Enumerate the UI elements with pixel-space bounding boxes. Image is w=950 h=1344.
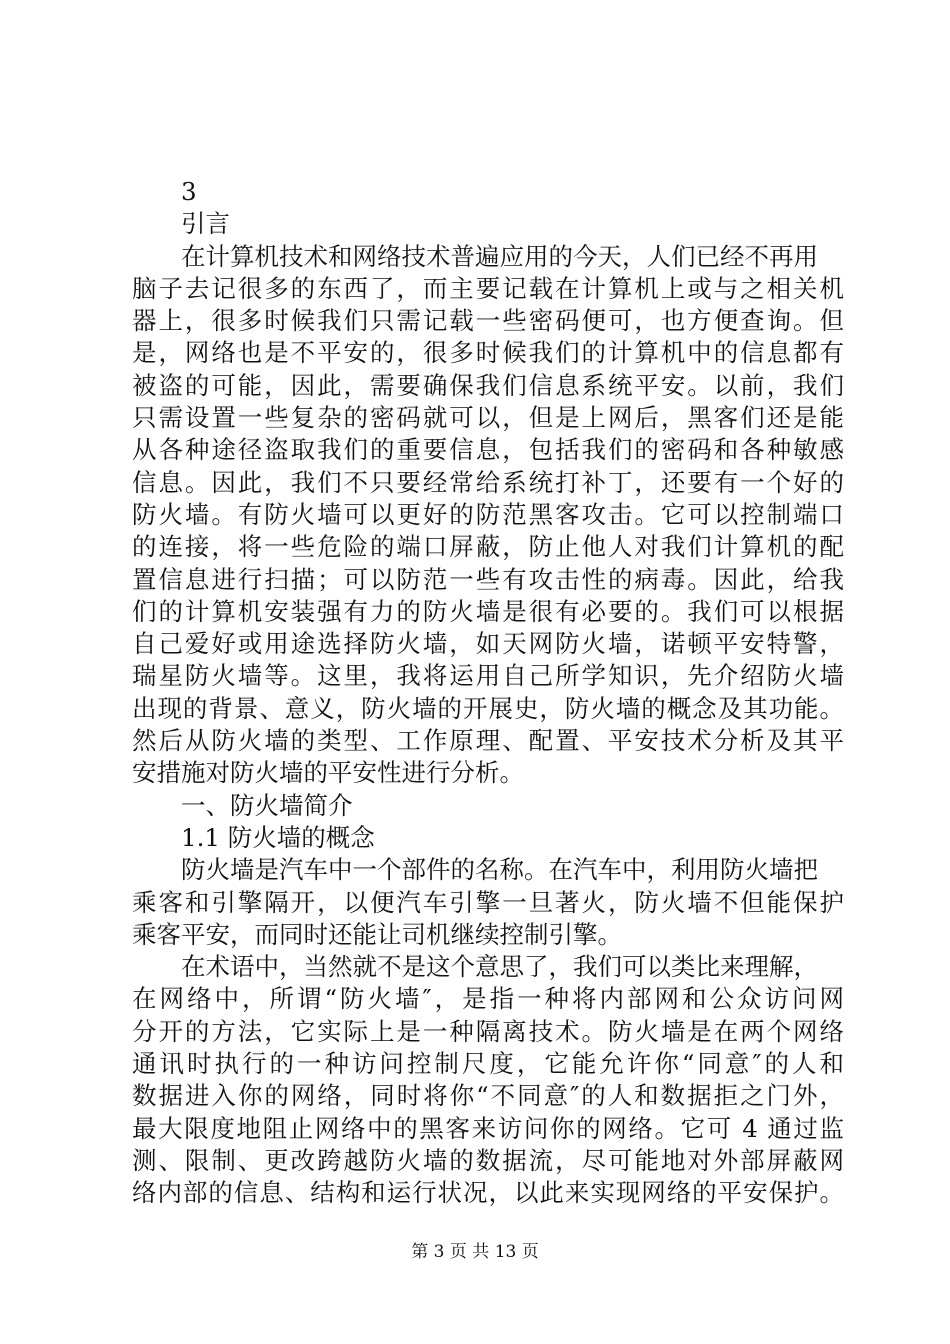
paragraph-line: 器上，很多时候我们只需记载一些密码便可，也方便查询。但 — [132, 306, 844, 336]
page-footer: 第 3 页 共 13 页 — [411, 1242, 539, 1262]
paragraph-line: 最大限度地阻止网络中的黑客来访问你的网络。它可 4 通过监 — [132, 1113, 844, 1143]
paragraph-line: 在网络中，所谓“防火墙″，是指一种将内部网和公众访问网 — [132, 984, 844, 1014]
section-heading: 一、防火墙简介 — [181, 790, 353, 820]
paragraph-line: 数据进入你的网络，同时将你“不同意″的人和数据拒之门外， — [132, 1081, 844, 1111]
paragraph-line: 分开的方法，它实际上是一种隔离技术。防火墙是在两个网络 — [132, 1016, 844, 1046]
paragraph-line: 瑞星防火墙等。这里，我将运用自己所学知识，先介绍防火墙 — [132, 661, 844, 691]
firewall-network-paragraph — [132, 951, 844, 1209]
paragraph-line: 们的计算机安装强有力的防火墙是很有必要的。我们可以根据 — [132, 596, 844, 626]
paragraph-line: 信息。因此，我们不只要经常给系统打补丁，还要有一个好的 — [132, 467, 844, 497]
paragraph-line: 安措施对防火墙的平安性进行分析。 — [132, 758, 524, 788]
paragraph-line: 在术语中，当然就不是这个意思了，我们可以类比来理解， — [181, 952, 818, 982]
paragraph-line: 络内部的信息、结构和运行状况，以此来实现网络的平安保护。 — [132, 1178, 844, 1208]
paragraph-line: 乘客平安，而同时还能让司机继续控制引擎。 — [132, 919, 622, 949]
paragraph-line: 乘客和引擎隔开，以便汽车引擎一旦著火，防火墙不但能保护 — [132, 887, 844, 917]
paragraph-line: 从各种途径盗取我们的重要信息，包括我们的密码和各种敏感 — [132, 435, 844, 465]
paragraph-line: 测、限制、更改跨越防火墙的数据流，尽可能地对外部屏蔽网 — [132, 1145, 844, 1175]
paragraph-line: 在计算机技术和网络技术普遍应用的今天，人们已经不再用 — [181, 241, 818, 271]
paragraph-line: 置信息进行扫描；可以防范一些有攻击性的病毒。因此，给我 — [132, 564, 844, 594]
intro-heading: 引言 — [181, 209, 230, 239]
paragraph-line: 被盗的可能，因此，需要确保我们信息系统平安。以前，我们 — [132, 370, 844, 400]
subsection-heading: 1.1 防火墙的概念 — [181, 822, 375, 852]
page-number-marker: 3 — [181, 177, 197, 206]
paragraph-line: 防火墙。有防火墙可以更好的防范黑客攻击。它可以控制端口 — [132, 499, 844, 529]
intro-paragraph — [132, 241, 844, 790]
paragraph-line: 然后从防火墙的类型、工作原理、配置、平安技术分析及其平 — [132, 726, 844, 756]
paragraph-line: 是，网络也是不平安的，很多时候我们的计算机中的信息都有 — [132, 338, 844, 368]
document-page — [132, 176, 844, 1210]
paragraph-line: 只需设置一些复杂的密码就可以，但是上网后，黑客们还是能 — [132, 403, 844, 433]
paragraph-line: 防火墙是汽车中一个部件的名称。在汽车中，利用防火墙把 — [181, 855, 818, 885]
paragraph-line: 通讯时执行的一种访问控制尺度，它能允许你“同意″的人和 — [132, 1049, 844, 1079]
firewall-definition-paragraph — [132, 854, 844, 951]
paragraph-line: 的连接，将一些危险的端口屏蔽，防止他人对我们计算机的配 — [132, 532, 844, 562]
paragraph-line: 脑子去记很多的东西了，而主要记载在计算机上或与之相关机 — [132, 273, 844, 303]
paragraph-line: 自己爱好或用途选择防火墙，如天网防火墙，诺顿平安特警， — [132, 629, 844, 659]
paragraph-line: 出现的背景、意义，防火墙的开展史，防火墙的概念及其功能。 — [132, 693, 844, 723]
